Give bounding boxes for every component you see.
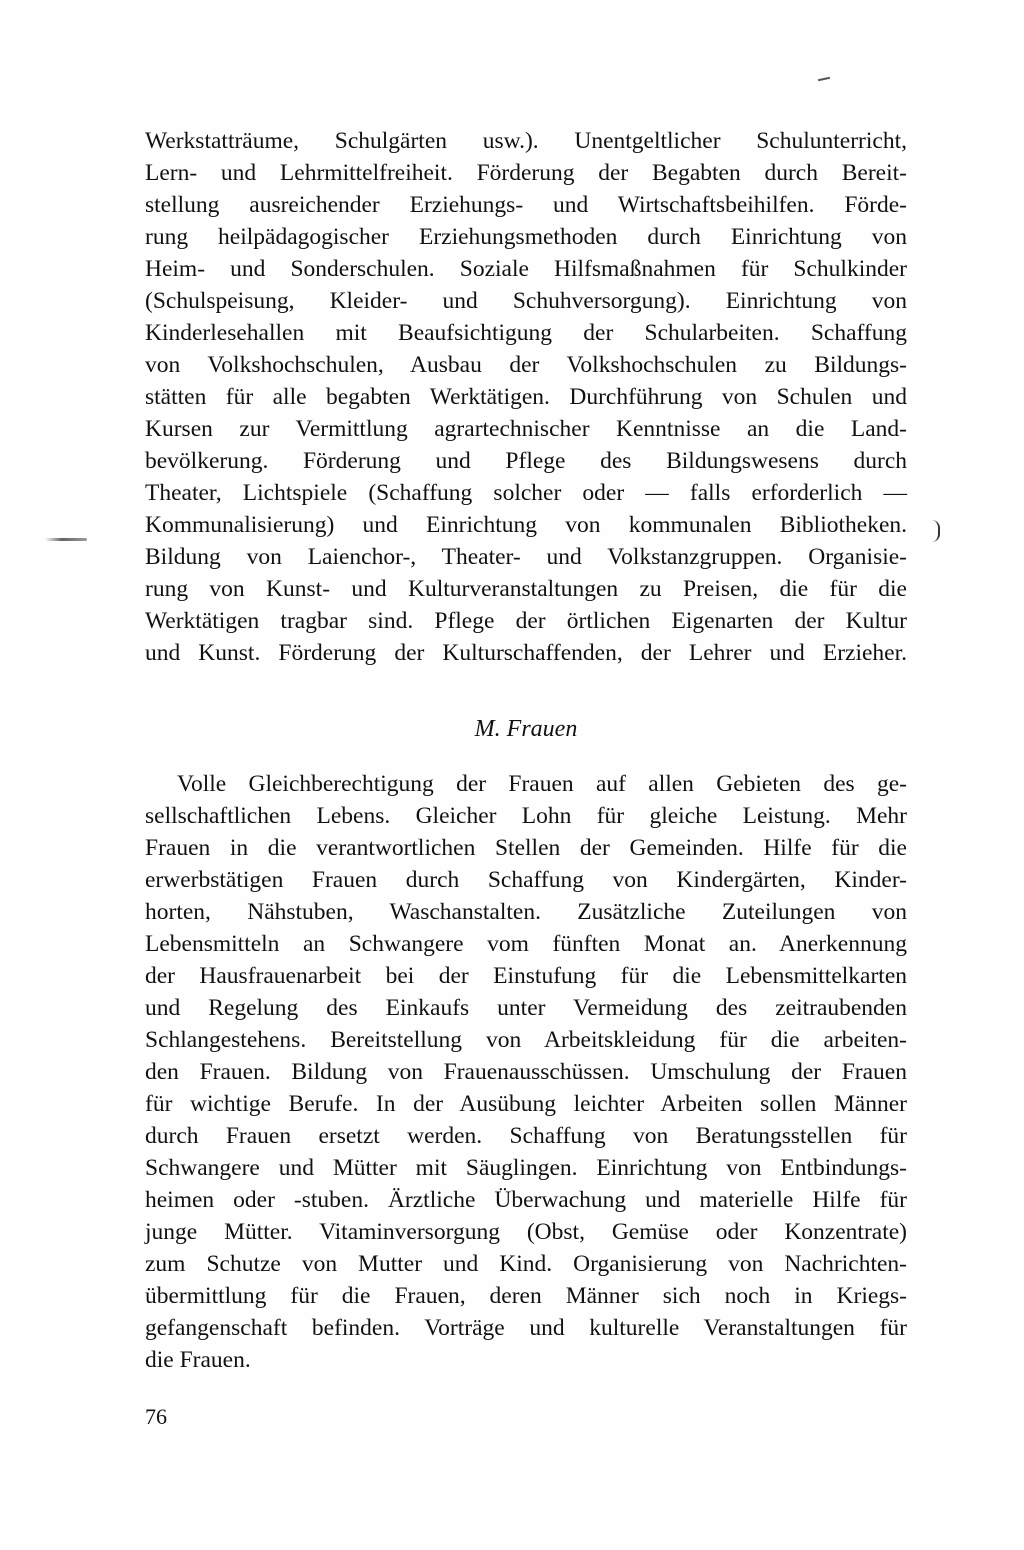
text-line: Bildung von Laienchor-, Theater- und Volkstanzgruppen. Organisie- bbox=[145, 544, 907, 570]
page-number: 76 bbox=[145, 1404, 167, 1429]
margin-speck bbox=[818, 77, 830, 81]
text-line: Werktätigen tragbar sind. Pflege der örtlichen Eigenarten der Kultur bbox=[145, 608, 907, 634]
text-line: horten, Nähstuben, Waschanstalten. Zusätzliche Zuteilungen von bbox=[145, 899, 907, 925]
text-line: Lern- und Lehrmittelfreiheit. Förderung der Begabten durch Bereit- bbox=[145, 160, 907, 186]
text-line: Kursen zur Vermittlung agrartechnischer Kenntnisse an die Land- bbox=[145, 416, 907, 442]
text-line: junge Mütter. Vitaminversorgung (Obst, Gemüse oder Konzentrate) bbox=[145, 1219, 907, 1245]
text-line: und Regelung des Einkaufs unter Vermeidung des zeitraubenden bbox=[145, 995, 907, 1021]
text-line: Theater, Lichtspiele (Schaffung solcher oder — falls erforderlich — bbox=[145, 480, 907, 506]
margin-pencil-mark bbox=[45, 538, 87, 541]
text-line: übermittlung für die Frauen, deren Männer sich noch in Kriegs- bbox=[145, 1283, 907, 1309]
text-line: stätten für alle begabten Werktätigen. Durchführung von Schulen und bbox=[145, 384, 907, 410]
text-line: heimen oder -stuben. Ärztliche Überwachung und materielle Hilfe für bbox=[145, 1187, 907, 1213]
text-line: und Kunst. Förderung der Kulturschaffenden, der Lehrer und Erzieher. bbox=[145, 640, 907, 666]
text-line: Schwangere und Mütter mit Säuglingen. Einrichtung von Entbindungs- bbox=[145, 1155, 907, 1181]
text-line: durch Frauen ersetzt werden. Schaffung von Beratungsstellen für bbox=[145, 1123, 907, 1149]
margin-bracket-mark bbox=[928, 520, 940, 542]
text-line: gefangenschaft befinden. Vorträge und kulturelle Veranstaltungen für bbox=[145, 1315, 907, 1341]
text-line: Kommunalisierung) und Einrichtung von kommunalen Bibliotheken. bbox=[145, 512, 907, 538]
text-line: zum Schutze von Mutter und Kind. Organisierung von Nachrichten- bbox=[145, 1251, 907, 1277]
text-line: für wichtige Berufe. In der Ausübung leichter Arbeiten sollen Männer bbox=[145, 1091, 907, 1117]
text-line: Heim- und Sonderschulen. Soziale Hilfsmaßnahmen für Schulkinder bbox=[145, 256, 907, 282]
text-line: stellung ausreichender Erziehungs- und Wirtschaftsbeihilfen. Förde- bbox=[145, 192, 907, 218]
text-line: den Frauen. Bildung von Frauenausschüssen. Umschulung der Frauen bbox=[145, 1059, 907, 1085]
text-line: rung von Kunst- und Kulturveranstaltungen zu Preisen, die für die bbox=[145, 576, 907, 602]
text-line: von Volkshochschulen, Ausbau der Volkshochschulen zu Bildungs- bbox=[145, 352, 907, 378]
text-line: rung heilpädagogischer Erziehungsmethoden durch Einrichtung von bbox=[145, 224, 907, 250]
text-line: Werkstatträume, Schulgärten usw.). Unentgeltlicher Schulunterricht, bbox=[145, 128, 907, 154]
section-heading: M. Frauen bbox=[474, 716, 578, 742]
text-line: Frauen in die verantwortlichen Stellen der Gemeinden. Hilfe für die bbox=[145, 835, 907, 861]
text-line: sellschaftlichen Lebens. Gleicher Lohn für gleiche Leistung. Mehr bbox=[145, 803, 907, 829]
text-line: Schlangestehens. Bereitstellung von Arbeitskleidung für die arbeiten- bbox=[145, 1027, 907, 1053]
text-line: Lebensmitteln an Schwangere vom fünften Monat an. Anerkennung bbox=[145, 931, 907, 957]
text-line: (Schulspeisung, Kleider- und Schuhversorgung). Einrichtung von bbox=[145, 288, 907, 314]
text-line: Volle Gleichberechtigung der Frauen auf allen Gebieten des ge- bbox=[177, 771, 907, 797]
text-line: bevölkerung. Förderung und Pflege des Bildungswesens durch bbox=[145, 448, 907, 474]
text-line: erwerbstätigen Frauen durch Schaffung von Kindergärten, Kinder- bbox=[145, 867, 907, 893]
text-line: der Hausfrauenarbeit bei der Einstufung für die Lebensmittelkarten bbox=[145, 963, 907, 989]
text-line: die Frauen. bbox=[145, 1347, 251, 1373]
text-line: Kinderlesehallen mit Beaufsichtigung der Schularbeiten. Schaffung bbox=[145, 320, 907, 346]
